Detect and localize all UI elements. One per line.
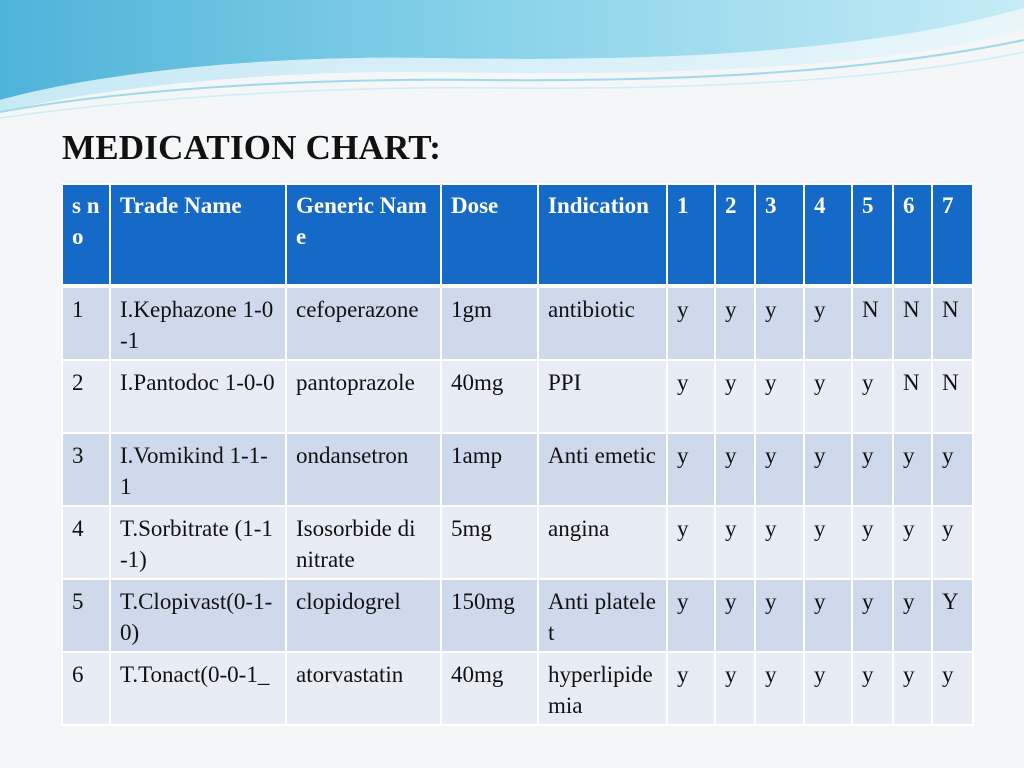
cell-day-3: y — [755, 286, 804, 360]
cell-day-4: y — [804, 579, 852, 652]
cell-generic-name: Isosorbide di nitrate — [286, 506, 441, 579]
cell-trade-name: I.Kephazone 1-0-1 — [110, 286, 286, 360]
cell-day-1: y — [667, 579, 715, 652]
cell-day-2: y — [715, 579, 755, 652]
cell-indication: antibiotic — [538, 286, 667, 360]
cell-day-3: y — [755, 652, 804, 725]
cell-day-7: Y — [932, 579, 973, 652]
page-title: MEDICATION CHART: — [62, 128, 442, 167]
cell-dose: 1amp — [441, 433, 538, 506]
cell-day-3: y — [755, 506, 804, 579]
cell-day-3: y — [755, 579, 804, 652]
cell-indication: Anti emetic — [538, 433, 667, 506]
column-header-indication: Indication — [538, 184, 667, 286]
cell-day-6: y — [893, 506, 932, 579]
table-row — [62, 360, 973, 433]
cell-day-4: y — [804, 652, 852, 725]
column-header-day-6: 6 — [893, 184, 932, 286]
table-row — [62, 579, 973, 652]
column-header-day-2: 2 — [715, 184, 755, 286]
cell-day-5: N — [852, 286, 893, 360]
cell-day-2: y — [715, 433, 755, 506]
header-wave-banner — [0, 0, 1024, 130]
cell-day-2: y — [715, 652, 755, 725]
cell-sno: 4 — [62, 506, 110, 579]
cell-generic-name: ondansetron — [286, 433, 441, 506]
column-header-day-3: 3 — [755, 184, 804, 286]
cell-day-2: y — [715, 286, 755, 360]
cell-sno: 1 — [62, 286, 110, 360]
cell-day-2: y — [715, 506, 755, 579]
column-header-day-5: 5 — [852, 184, 893, 286]
cell-indication: angina — [538, 506, 667, 579]
cell-trade-name: T.Sorbitrate (1-1-1) — [110, 506, 286, 579]
cell-day-6: y — [893, 652, 932, 725]
table-row — [62, 506, 973, 579]
cell-day-6: N — [893, 360, 932, 433]
cell-day-5: y — [852, 579, 893, 652]
table-row — [62, 652, 973, 725]
cell-day-5: y — [852, 360, 893, 433]
column-header-sno: s n o — [62, 184, 110, 286]
cell-day-4: y — [804, 360, 852, 433]
cell-day-7: y — [932, 652, 973, 725]
cell-day-2: y — [715, 360, 755, 433]
cell-sno: 6 — [62, 652, 110, 725]
cell-generic-name: pantoprazole — [286, 360, 441, 433]
cell-day-3: y — [755, 360, 804, 433]
cell-indication: Anti platelet — [538, 579, 667, 652]
cell-indication: PPI — [538, 360, 667, 433]
table-row — [62, 286, 973, 360]
cell-trade-name: T.Tonact(0-0-1_ — [110, 652, 286, 725]
cell-day-1: y — [667, 433, 715, 506]
column-header-day-1: 1 — [667, 184, 715, 286]
cell-day-6: N — [893, 286, 932, 360]
cell-generic-name: atorvastatin — [286, 652, 441, 725]
cell-day-4: y — [804, 286, 852, 360]
cell-generic-name: clopidogrel — [286, 579, 441, 652]
cell-day-1: y — [667, 286, 715, 360]
cell-dose: 1gm — [441, 286, 538, 360]
cell-day-1: y — [667, 360, 715, 433]
cell-day-6: y — [893, 579, 932, 652]
cell-trade-name: I.Vomikind 1-1-1 — [110, 433, 286, 506]
cell-day-1: y — [667, 506, 715, 579]
cell-indication: hyperlipidemia — [538, 652, 667, 725]
cell-day-5: y — [852, 652, 893, 725]
column-header-day-4: 4 — [804, 184, 852, 286]
cell-day-7: y — [932, 433, 973, 506]
cell-day-4: y — [804, 506, 852, 579]
cell-day-6: y — [893, 433, 932, 506]
cell-generic-name: cefoperazone — [286, 286, 441, 360]
cell-sno: 3 — [62, 433, 110, 506]
cell-sno: 2 — [62, 360, 110, 433]
cell-day-7: N — [932, 360, 973, 433]
column-header-day-7: 7 — [932, 184, 973, 286]
cell-sno: 5 — [62, 579, 110, 652]
cell-dose: 40mg — [441, 652, 538, 725]
column-header-trade-name: Trade Name — [110, 184, 286, 286]
medication-table — [61, 183, 974, 726]
table-header-row — [62, 184, 973, 286]
cell-dose: 40mg — [441, 360, 538, 433]
column-header-dose: Dose — [441, 184, 538, 286]
table-row — [62, 433, 973, 506]
cell-dose: 150mg — [441, 579, 538, 652]
cell-day-1: y — [667, 652, 715, 725]
column-header-generic-name: Generic Name — [286, 184, 441, 286]
cell-trade-name: I.Pantodoc 1-0-0 — [110, 360, 286, 433]
cell-day-7: y — [932, 506, 973, 579]
cell-day-4: y — [804, 433, 852, 506]
cell-day-5: y — [852, 433, 893, 506]
cell-day-5: y — [852, 506, 893, 579]
cell-day-7: N — [932, 286, 973, 360]
cell-day-3: y — [755, 433, 804, 506]
cell-trade-name: T.Clopivast(0-1-0) — [110, 579, 286, 652]
cell-dose: 5mg — [441, 506, 538, 579]
